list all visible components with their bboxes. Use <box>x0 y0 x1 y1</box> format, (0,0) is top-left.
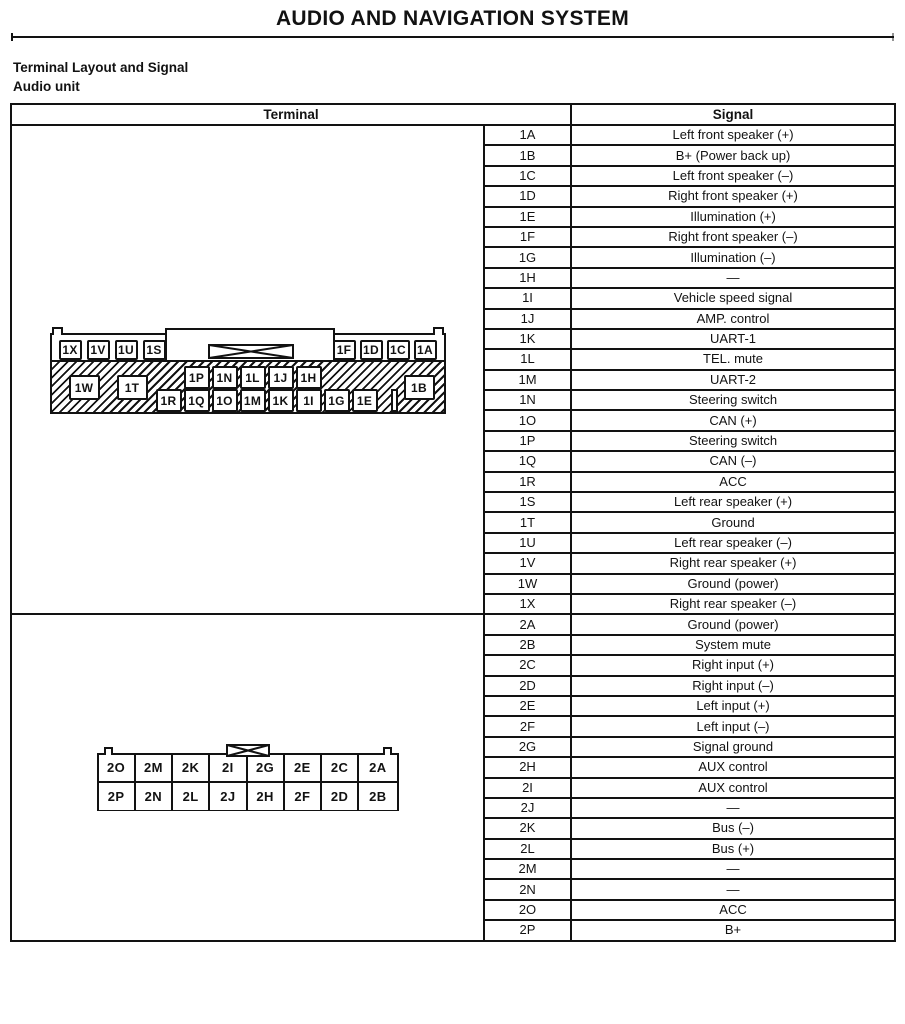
table-row <box>11 614 895 634</box>
terminal-pin-1L: 1L <box>240 366 266 389</box>
signal-cell: ACC <box>571 900 895 920</box>
terminal-signal-table <box>10 103 896 942</box>
terminal-id-cell: 1D <box>484 186 571 206</box>
terminal-pin-1E: 1E <box>352 389 378 412</box>
terminal-id-cell: 1I <box>484 288 571 308</box>
connector1-keyway-icon <box>208 344 294 359</box>
terminal-id-cell: 1C <box>484 166 571 186</box>
audio-unit-connector-1-diagram <box>50 333 446 414</box>
signal-cell: AMP. control <box>571 309 895 329</box>
terminal-id-cell: 1Q <box>484 451 571 471</box>
connector2-bottom-pin-row <box>99 783 397 810</box>
signal-cell: System mute <box>571 635 895 655</box>
terminal-pin-2B: 2B <box>359 783 396 810</box>
terminal-id-cell: 1M <box>484 370 571 390</box>
terminal-id-cell: 1A <box>484 125 571 145</box>
terminal-id-cell: 2O <box>484 900 571 920</box>
signal-cell: CAN (+) <box>571 410 895 430</box>
terminal-id-cell: 2P <box>484 920 571 940</box>
terminal-id-cell: 1X <box>484 594 571 614</box>
signal-cell: — <box>571 879 895 899</box>
terminal-pin-1I: 1I <box>296 389 322 412</box>
connector1-key-housing <box>165 328 335 362</box>
terminal-pin-1F: 1F <box>333 340 356 360</box>
terminal-id-cell: 1L <box>484 349 571 369</box>
terminal-pin-1J: 1J <box>268 366 294 389</box>
terminal-id-cell: 2L <box>484 839 571 859</box>
page-title: AUDIO AND NAVIGATION SYSTEM <box>275 7 630 30</box>
signal-cell: Ground (power) <box>571 574 895 594</box>
signal-cell: Right front speaker (–) <box>571 227 895 247</box>
table-header-row <box>11 104 895 125</box>
terminal-id-cell: 1J <box>484 309 571 329</box>
terminal-pin-1N: 1N <box>212 366 238 389</box>
connector2-keyway-icon <box>226 744 270 757</box>
connector1-key-slot <box>391 389 398 412</box>
terminal-pin-1A: 1A <box>414 340 437 360</box>
connector1-grid-bottom-pin-row <box>156 389 378 412</box>
terminal-pin-1X: 1X <box>59 340 82 360</box>
connector2-corner-tab-left <box>104 747 113 755</box>
terminal-id-cell: 2B <box>484 635 571 655</box>
terminal-id-cell: 1P <box>484 431 571 451</box>
terminal-id-cell: 1K <box>484 329 571 349</box>
terminal-pin-1D: 1D <box>360 340 383 360</box>
terminal-pin-2P: 2P <box>99 783 136 810</box>
signal-cell: Left rear speaker (–) <box>571 533 895 553</box>
signal-cell: — <box>571 268 895 288</box>
terminal-pin-2M: 2M <box>136 755 173 781</box>
section-heading: Terminal Layout and Signal <box>13 60 189 75</box>
connector1-top-left-pin-row <box>59 340 166 360</box>
terminal-pin-2O: 2O <box>99 755 136 781</box>
signal-cell: B+ (Power back up) <box>571 145 895 165</box>
title-rule <box>11 36 894 38</box>
terminal-pin-2I: 2I <box>210 755 247 781</box>
connector1-hatched-body <box>52 360 444 412</box>
terminal-pin-1W: 1W <box>69 375 100 400</box>
terminal-id-cell: 1H <box>484 268 571 288</box>
connector1-right-pin <box>404 375 435 400</box>
connector1-mid-left-pin-row <box>69 375 148 400</box>
signal-cell: Left input (–) <box>571 716 895 736</box>
signal-cell: Left front speaker (+) <box>571 125 895 145</box>
terminal-pin-2J: 2J <box>210 783 247 810</box>
signal-cell: TEL. mute <box>571 349 895 369</box>
signal-cell: Left rear speaker (+) <box>571 492 895 512</box>
terminal-id-cell: 1B <box>484 145 571 165</box>
signal-cell: Bus (–) <box>571 818 895 838</box>
terminal-id-cell: 1G <box>484 247 571 267</box>
terminal-id-cell: 1S <box>484 492 571 512</box>
signal-column-header: Signal <box>571 104 895 125</box>
terminal-pin-1C: 1C <box>387 340 410 360</box>
terminal-id-cell: 1U <box>484 533 571 553</box>
signal-cell: Ground (power) <box>571 614 895 634</box>
signal-cell: AUX control <box>571 757 895 777</box>
signal-cell: Signal ground <box>571 737 895 757</box>
terminal-pin-1R: 1R <box>156 389 182 412</box>
terminal-id-cell: 2M <box>484 859 571 879</box>
terminal-id-cell: 2J <box>484 798 571 818</box>
terminal-id-cell: 1V <box>484 553 571 573</box>
signal-cell: Right input (–) <box>571 676 895 696</box>
terminal-pin-1H: 1H <box>296 366 322 389</box>
terminal-id-cell: 2I <box>484 778 571 798</box>
terminal-pin-2F: 2F <box>285 783 322 810</box>
signal-cell: Steering switch <box>571 390 895 410</box>
signal-cell: B+ <box>571 920 895 940</box>
table-row <box>11 125 895 145</box>
terminal-pin-1K: 1K <box>268 389 294 412</box>
terminal-pin-1G: 1G <box>324 389 350 412</box>
terminal-pin-1V: 1V <box>87 340 110 360</box>
terminal-id-cell: 2F <box>484 716 571 736</box>
signal-cell: AUX control <box>571 778 895 798</box>
terminal-pin-1O: 1O <box>212 389 238 412</box>
connector1-corner-notch-left <box>52 327 63 335</box>
terminal-pin-1P: 1P <box>184 366 210 389</box>
signal-cell: Illumination (–) <box>571 247 895 267</box>
signal-cell: Vehicle speed signal <box>571 288 895 308</box>
terminal-id-cell: 1W <box>484 574 571 594</box>
signal-cell: UART-1 <box>571 329 895 349</box>
connector1-grid-top-pin-row <box>184 366 322 389</box>
terminal-pin-2E: 2E <box>285 755 322 781</box>
connector1-corner-notch-right <box>433 327 444 335</box>
terminal-id-cell: 2A <box>484 614 571 634</box>
terminal-pin-1U: 1U <box>115 340 138 360</box>
connector-1-diagram-cell <box>11 125 484 614</box>
terminal-pin-1S: 1S <box>143 340 166 360</box>
terminal-id-cell: 1T <box>484 512 571 532</box>
signal-cell: — <box>571 859 895 879</box>
terminal-column-header: Terminal <box>11 104 571 125</box>
terminal-pin-2G: 2G <box>248 755 285 781</box>
terminal-id-cell: 2G <box>484 737 571 757</box>
terminal-id-cell: 1F <box>484 227 571 247</box>
terminal-id-cell: 2D <box>484 676 571 696</box>
terminal-pin-1Q: 1Q <box>184 389 210 412</box>
terminal-pin-2K: 2K <box>173 755 210 781</box>
terminal-pin-2C: 2C <box>322 755 359 781</box>
terminal-pin-2D: 2D <box>322 783 359 810</box>
terminal-id-cell: 2E <box>484 696 571 716</box>
signal-cell: Illumination (+) <box>571 207 895 227</box>
signal-cell: Left front speaker (–) <box>571 166 895 186</box>
terminal-id-cell: 2H <box>484 757 571 777</box>
terminal-id-cell: 2K <box>484 818 571 838</box>
terminal-id-cell: 2N <box>484 879 571 899</box>
terminal-pin-2H: 2H <box>248 783 285 810</box>
signal-cell: CAN (–) <box>571 451 895 471</box>
signal-table-body <box>11 125 895 941</box>
terminal-id-cell: 1N <box>484 390 571 410</box>
terminal-pin-2N: 2N <box>136 783 173 810</box>
terminal-pin-2L: 2L <box>173 783 210 810</box>
connector2-corner-tab-right <box>383 747 392 755</box>
connector-2-diagram-cell <box>11 614 484 940</box>
signal-cell: Right rear speaker (+) <box>571 553 895 573</box>
signal-cell: Right input (+) <box>571 655 895 675</box>
signal-cell: — <box>571 798 895 818</box>
terminal-pin-1T: 1T <box>117 375 148 400</box>
connector1-top-right-pin-row <box>333 340 437 360</box>
terminal-id-cell: 1R <box>484 472 571 492</box>
signal-cell: Steering switch <box>571 431 895 451</box>
terminal-pin-2A: 2A <box>359 755 396 781</box>
audio-unit-connector-2-diagram <box>97 753 399 811</box>
signal-cell: ACC <box>571 472 895 492</box>
terminal-id-cell: 2C <box>484 655 571 675</box>
signal-cell: Bus (+) <box>571 839 895 859</box>
signal-cell: Right front speaker (+) <box>571 186 895 206</box>
signal-cell: UART-2 <box>571 370 895 390</box>
terminal-pin-1B: 1B <box>404 375 435 400</box>
signal-cell: Ground <box>571 512 895 532</box>
terminal-id-cell: 1E <box>484 207 571 227</box>
terminal-pin-1M: 1M <box>240 389 266 412</box>
signal-cell: Left input (+) <box>571 696 895 716</box>
subsection-heading: Audio unit <box>13 79 80 94</box>
terminal-id-cell: 1O <box>484 410 571 430</box>
connector2-top-pin-row <box>99 755 397 783</box>
signal-cell: Right rear speaker (–) <box>571 594 895 614</box>
